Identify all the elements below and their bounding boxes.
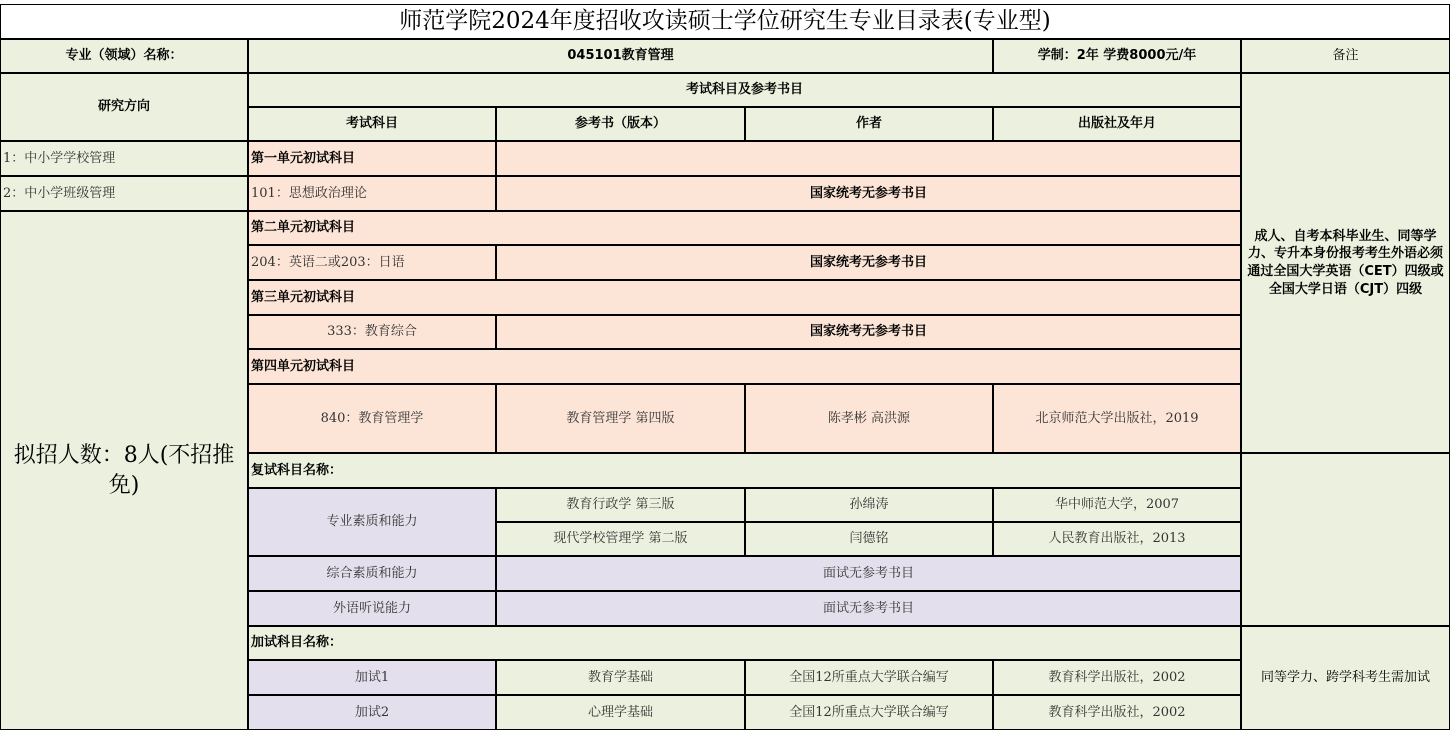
retest-publisher: 华中师范大学，2007: [993, 488, 1241, 522]
unit2-reference: 国家统考无参考书目: [496, 245, 1241, 280]
unit3-reference: 国家统考无参考书目: [496, 315, 1241, 349]
extra-publisher: 教育科学出版社，2002: [993, 660, 1241, 695]
retest-author: 闫德铭: [745, 522, 993, 556]
extra-publisher: 教育科学出版社，2002: [993, 695, 1241, 730]
extra-header: 加试科目名称：: [248, 626, 1241, 660]
major-label: 专业（领域）名称：: [0, 39, 248, 73]
retest-author: 孙绵涛: [745, 488, 993, 522]
retest-lang-reference: 面试无参考书目: [496, 591, 1241, 626]
major-value: 045101教育管理: [248, 39, 993, 73]
unit4-publisher: 北京师范大学出版社，2019: [993, 384, 1241, 453]
first-exam-note: 成人、自考本科毕业生、同等学力、专升本身份报考考生外语必须通过全国大学英语（CET）四级或全国大学日语（CJT）四级: [1241, 73, 1450, 453]
unit3-subject: 333：教育综合: [248, 315, 496, 349]
retest-publisher: 人民教育出版社，2013: [993, 522, 1241, 556]
unit1-header: 第一单元初试科目: [248, 141, 496, 176]
page-title: 师范学院2024年度招收攻读硕士学位研究生专业目录表(专业型): [0, 4, 1450, 39]
unit2-header: 第二单元初试科目: [248, 211, 1241, 245]
extra-subject: 加试2: [248, 695, 496, 730]
retest-comp-subject: 综合素质和能力: [248, 556, 496, 591]
direction-item: 1：中小学学校管理: [0, 141, 248, 176]
extra-author: 全国12所重点大学联合编写: [745, 660, 993, 695]
unit2-subject: 204：英语二或203：日语: [248, 245, 496, 280]
unit3-header: 第三单元初试科目: [248, 280, 1241, 315]
retest-comp-reference: 面试无参考书目: [496, 556, 1241, 591]
retest-lang-subject: 外语听说能力: [248, 591, 496, 626]
subject-header: 考试科目: [248, 107, 496, 141]
extra-author: 全国12所重点大学联合编写: [745, 695, 993, 730]
unit4-header: 第四单元初试科目: [248, 349, 1241, 384]
retest-header: 复试科目名称：: [248, 453, 1241, 488]
retest-book: 教育行政学 第三版: [496, 488, 745, 522]
enrollment-count: 拟招人数：8人(不招推免): [0, 211, 248, 730]
retest-prof-subject: 专业素质和能力: [248, 488, 496, 556]
unit4-author: 陈孝彬 高洪源: [745, 384, 993, 453]
unit1-subject: 101：思想政治理论: [248, 176, 496, 211]
unit4-book: 教育管理学 第四版: [496, 384, 745, 453]
retest-book: 现代学校管理学 第二版: [496, 522, 745, 556]
publisher-header: 出版社及年月: [993, 107, 1241, 141]
extra-book: 教育学基础: [496, 660, 745, 695]
author-header: 作者: [745, 107, 993, 141]
unit1-reference: 国家统考无参考书目: [496, 176, 1241, 211]
book-header: 参考书（版本）: [496, 107, 745, 141]
remarks-label: 备注: [1241, 39, 1450, 73]
extra-note: 同等学力、跨学科考生需加试: [1241, 626, 1450, 730]
extra-subject: 加试1: [248, 660, 496, 695]
retest-note: [1241, 453, 1450, 626]
duration-fee: 学制：2年 学费8000元/年: [993, 39, 1241, 73]
subjects-group-header: 考试科目及参考书目: [248, 73, 1241, 107]
extra-book: 心理学基础: [496, 695, 745, 730]
unit1-header-fill: [496, 141, 1241, 176]
unit4-subject: 840：教育管理学: [248, 384, 496, 453]
direction-item: 2：中小学班级管理: [0, 176, 248, 211]
direction-header: 研究方向: [0, 73, 248, 141]
